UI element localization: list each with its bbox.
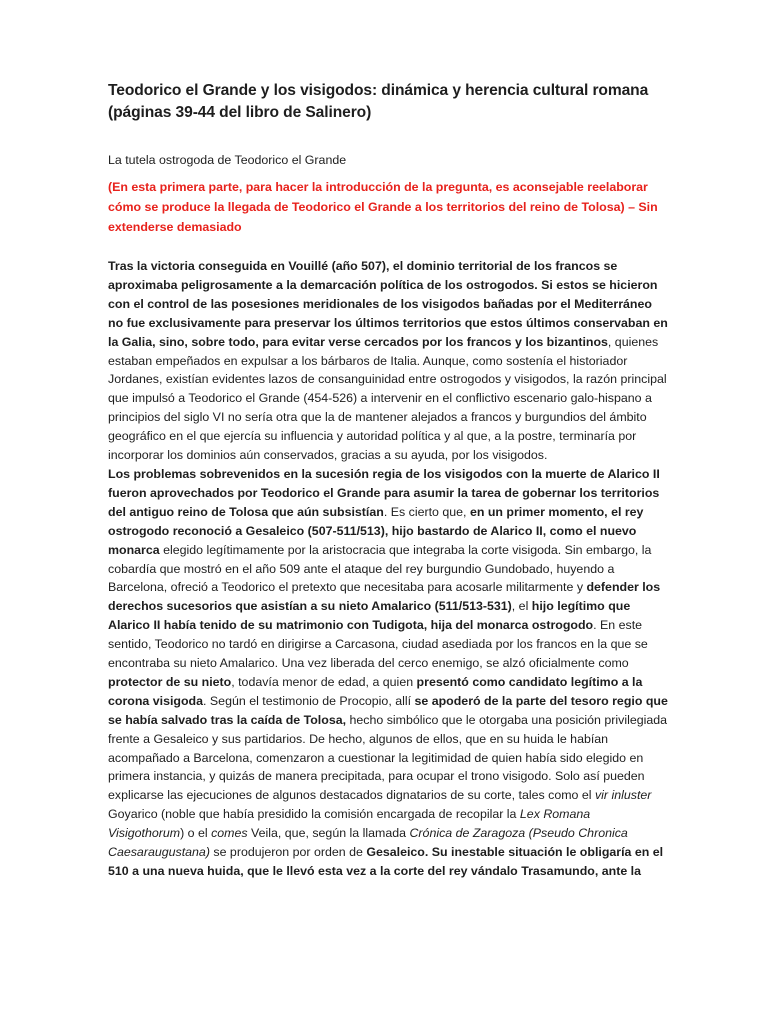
body-text bbox=[108, 257, 668, 881]
document-page bbox=[108, 80, 668, 881]
text-run: Tras la victoria conseguida en Vouillé (año 507), el dominio territorial de los francos se aproximaba peligrosamente a la demarcación política de los ostrogodos. Si estos se hicieron con el control de las posesiones meridionales de los visigodos bañadas por el Mediterráneo no fue exclusivamente para preservar los últimos territorios que estos últimos conservaban en la Galia, sino, sobre todo, para evitar verse cercados por los francos y los bizantinos bbox=[108, 259, 668, 349]
text-run: . En este sentido, Teodorico no tardó en dirigirse a Carcasona, ciudad asediada por los francos en la que se encontraba su nieto Amalarico. Una vez liberada del cerco enemigo, se alzó oficialmente como bbox=[108, 618, 648, 671]
text-run: defender los derechos sucesorios que asistían a su nieto Amalarico (511/513-531) bbox=[108, 580, 661, 614]
text-run: , quienes estaban empeñados en expulsar a los bárbaros de Italia. Aunque, como sostenía el historiador Jordanes, existían evidentes lazos de consanguinidad entre ostrogodos y visigodos, la razón principal que impulsó a Teodorico el Grande (454-526) a intervenir en el conflictivo escenario galo-hispano a principios del siglo VI no sería otra que la de mantener alejados a francos y burgundios del ámbito geográfico en el que ejercía su influencia y autoridad política y al que, a la postre, terminaría por incorporar los dominios aún conservados, gracias a su ayuda, por los visigodos. bbox=[108, 334, 667, 463]
text-run: Veila, que, según la llamada bbox=[247, 826, 410, 841]
text-run: Lex Romana Visigothorum bbox=[108, 807, 591, 841]
text-run: hijo legítimo que Alarico II había tenido de su matrimonio con Tudigota, hija del monarca ostrogodo bbox=[108, 599, 631, 633]
text-run: presentó como candidato legítimo a la corona visigoda bbox=[108, 674, 643, 708]
section-subtitle: La tutela ostrogoda de Teodorico el Grande bbox=[108, 153, 347, 167]
text-run: . Según el testimonio de Procopio, allí bbox=[203, 693, 415, 708]
text-run: Los problemas sobrevenidos en la sucesión regia de los visigodos con la muerte de Alarico II fueron aprovechados por Teodorico el Grande para asumir la tarea de gobernar los territorios del antiguo reino de Tolosa que aún subsistían bbox=[108, 466, 660, 519]
text-run: en un primer momento, el rey ostrogodo reconoció a Gesaleico (507-511/513), hijo bastardo de Alarico II, como el nuevo monarca bbox=[108, 504, 644, 557]
text-run: , todavía menor de edad, a quien bbox=[231, 674, 417, 689]
text-run: hecho simbólico que le otorgaba una posición privilegiada frente a Gesaleico y sus partidarios. De hecho, algunos de ellos, que en su huida le habían acompañado a Barcelona, comenzaron a cuestionar la legitimidad de quien había sido elegido en primera instancia, y quizás de manera precipitada, para ocupar el trono visigodo. Solo así pueden explicarse las ejecuciones de algunos destacados dignatarios de su corte, tales como el bbox=[108, 712, 668, 803]
paragraph-2 bbox=[108, 465, 668, 881]
text-run: Crónica de Zaragoza (Pseudo Chronica Caesaraugustana) bbox=[108, 826, 628, 860]
text-run: Gesaleico. Su inestable situación le obligaría en el 510 a una nueva huida, que le llevó esta vez a la corte del rey vándalo Trasamundo, ante la bbox=[108, 845, 664, 878]
text-run: se produjeron por orden de bbox=[209, 845, 367, 860]
document-title: Teodorico el Grande y los visigodos: dinámica y herencia cultural romana (páginas 39-44 del libro de Salinero) bbox=[108, 82, 649, 121]
text-run: elegido legítimamente por la aristocracia que integraba la corte visigoda. Sin embargo, la cobardía que mostró en el año 509 ante el ataque del rey burgundio Gundobado, huyendo a Barcelona, ofreció a Teodorico el pretexto que necesitaba para acosarle militarmente y bbox=[108, 542, 652, 595]
text-run: se apoderó de la parte del tesoro regio que se había salvado tras la caída de Tolosa, bbox=[108, 693, 668, 727]
text-run: protector de su nieto bbox=[108, 674, 232, 689]
instruction-note: (En esta primera parte, para hacer la introducción de la pregunta, es aconsejable reelaborar cómo se produce la llegada de Teodorico el Grande a los territorios del reino de Tolosa) – Sin extenderse demasiado bbox=[108, 180, 658, 234]
text-run: vir inluster bbox=[594, 788, 652, 803]
text-run: Goyarico (noble que había presidido la comisión encargada de recopilar la bbox=[108, 807, 520, 822]
paragraph-1 bbox=[108, 257, 668, 465]
text-run: comes bbox=[211, 826, 248, 841]
text-run: . Es cierto que, bbox=[383, 504, 470, 519]
text-run: ) o el bbox=[180, 826, 212, 841]
text-run: , el bbox=[511, 599, 532, 614]
